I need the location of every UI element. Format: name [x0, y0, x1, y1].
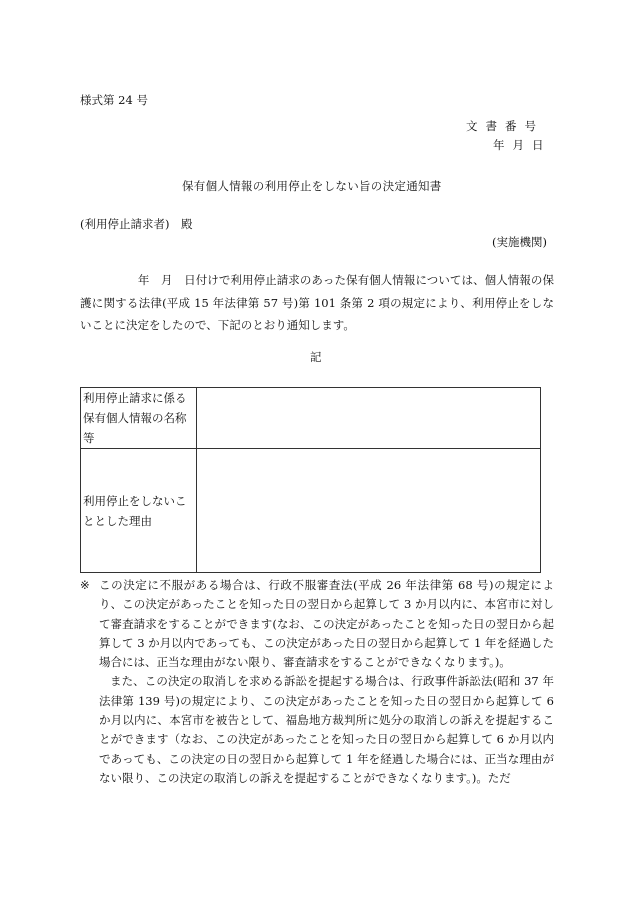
note-paragraph: また、この決定の取消しを求める訴訟を提起する場合は、行政事件訴訟法(昭和 37 年法律第 139 号)の規定により、この決定があったことを知った日の翌日から起算して 6 か月以内に、本宮市を被告として、福島地方裁判所に処分の取消しの訴えを提起することができます（なお、この決定があったことを知った日の翌日から起算して 6 か月以内であっても、この決定の日の翌日から起算して 1 年を経過した場合には、正当な理由がない限り、この決定の取消しの訴えを提起することができなくなります。)。ただ [99, 674, 554, 785]
issuing-agency: (実施機関) [492, 235, 547, 249]
document-title: 保有個人情報の利用停止をしない旨の決定通知書 [182, 179, 442, 193]
document-number-label: 文書番号 [466, 119, 544, 133]
note-item [80, 576, 554, 672]
form-number: 様式第 24 号 [80, 93, 148, 107]
date-label: 年月日 [493, 138, 552, 152]
note-text: この決定に不服がある場合は、行政不服審査法(平成 26 年法律第 68 号)の規定により、この決定があったことを知った日の翌日から起算して 3 か月以内に、本宮市に対して審査請求をすることができます(なお、この決定があったことを知った日の翌日から起算して 3 か月以内であっても、この決定があった日の翌日から起算して 1 年を経過した場合には、正当な理由がない限り、審査請求をすることができなくなります。)。 [99, 578, 554, 670]
table-cell-value [197, 449, 541, 573]
intro-paragraph-block [80, 269, 554, 337]
table-cell-label: 利用停止請求に係る保有個人情報の名称等 [81, 388, 197, 449]
table-cell-value [197, 388, 541, 449]
notes-section [80, 576, 554, 788]
table-cell-label: 利用停止をしないこととした理由 [81, 449, 197, 573]
ki-heading: 記 [310, 350, 322, 364]
details-table [80, 387, 541, 573]
addressee: (利用停止請求者) 殿 [80, 217, 193, 231]
intro-paragraph: 年 月 日付けで利用停止請求のあった保有個人情報については、個人情報の保護に関する法律(平成 15 年法律第 57 号)第 101 条第 2 項の規定により、利用停止をしないことに決定をしたので、下記のとおり通知します。 [80, 273, 554, 332]
table-row [81, 388, 541, 449]
note-mark: ※ [80, 578, 90, 592]
table-row [81, 449, 541, 573]
